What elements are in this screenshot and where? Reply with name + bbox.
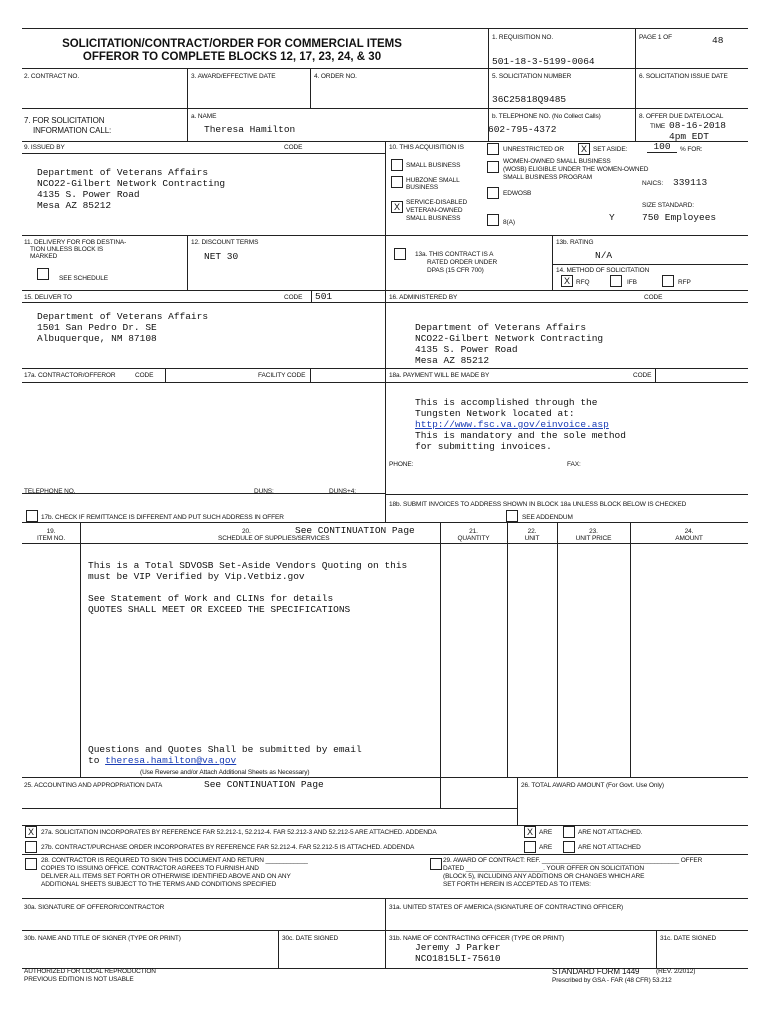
rule xyxy=(552,264,748,265)
27a-are-label: ARE xyxy=(539,829,553,836)
divider xyxy=(385,141,386,235)
contracting-officer-label: 31b. NAME OF CONTRACTING OFFICER (TYPE OR PRINT) xyxy=(389,935,565,942)
requisition-label: 1. REQUISITION NO. xyxy=(492,34,554,41)
duns4-label: DUNS+4: xyxy=(329,488,356,495)
27b-are-checkbox[interactable] xyxy=(524,841,536,853)
divider xyxy=(385,235,386,290)
einvoice-link-text[interactable]: http://www.fsc.va.gov/einvoice.asp xyxy=(415,419,609,430)
rfp-label: RFP xyxy=(678,279,691,286)
see-addendum-label: SEE ADDENDUM xyxy=(522,514,573,521)
sdvosb-label1: SERVICE-DISABLED xyxy=(406,199,468,206)
phone-label: PHONE: xyxy=(389,461,414,468)
27b-are-label: ARE xyxy=(539,844,553,851)
administered-code-label: CODE xyxy=(644,294,663,301)
unrestricted-label: UNRESTRICTED OR xyxy=(503,146,564,153)
rated-order-label2: RATED ORDER UNDER xyxy=(427,259,498,266)
rated-order-label1: 13a. THIS CONTRACT IS A xyxy=(415,251,494,258)
info-call-label2: INFORMATION CALL: xyxy=(33,126,112,135)
deliver-to-code[interactable]: 501 xyxy=(311,291,332,302)
col-amount-label: AMOUNT xyxy=(675,535,703,542)
rule xyxy=(22,382,385,383)
hubzone-label: HUBZONE SMALL xyxy=(406,177,460,184)
ifb-checkbox[interactable] xyxy=(610,275,622,287)
submit-invoices-label: 18b. SUBMIT INVOICES TO ADDRESS SHOWN IN BLOCK 18a UNLESS BLOCK BELOW IS CHECKED xyxy=(389,501,687,508)
form-title-line1: SOLICITATION/CONTRACT/ORDER FOR COMMERCIAL ITEMS xyxy=(62,38,402,50)
divider xyxy=(488,28,489,68)
issued-by-line4: Mesa AZ 85212 xyxy=(37,200,112,211)
payment-code-field[interactable] xyxy=(655,368,656,382)
duns-label: DUNS: xyxy=(254,488,274,495)
total-award-label: 26. TOTAL AWARD AMOUNT (For Govt. Use Only) xyxy=(521,782,664,789)
28-line3: DELIVER ALL ITEMS SET FORTH OR OTHERWISE IDENTIFIED ABOVE AND ON ANY xyxy=(41,873,291,880)
form-page xyxy=(22,28,748,984)
top-rule xyxy=(22,28,748,29)
set-aside-checkbox[interactable]: X xyxy=(578,143,590,155)
wosb-label2: (WOSB) ELIGIBLE UNDER THE WOMEN-OWNED xyxy=(503,166,649,173)
col-amount-num: 24. xyxy=(684,528,694,535)
contact-name[interactable]: Theresa Hamilton xyxy=(204,124,296,135)
schedule-text3: See Statement of Work and CLINs for details xyxy=(88,593,334,604)
rule xyxy=(22,153,385,154)
schedule-text1: This is a Total SDVOSB Set-Aside Vendors Quoting on this xyxy=(88,560,408,571)
edwosb-label: EDWOSB xyxy=(503,190,532,197)
discount-terms-label: 12. DISCOUNT TERMS xyxy=(191,239,259,246)
28-line2: COPIES TO ISSUING OFFICE. CONTRACTOR AGREES TO FURNISH AND xyxy=(41,865,259,872)
award-date-label: 3. AWARD/EFFECTIVE DATE xyxy=(191,73,276,80)
8a-mark: Y xyxy=(609,212,615,223)
divider xyxy=(278,930,279,968)
offer-due-time[interactable]: 4pm EDT xyxy=(669,131,709,142)
27a-are-not-checkbox[interactable] xyxy=(563,826,575,838)
offer-due-time-label: TIME xyxy=(650,123,666,130)
col-unit-num: 22. xyxy=(527,528,537,535)
27b-are-not-checkbox[interactable] xyxy=(563,841,575,853)
col-schedule-num: 20. xyxy=(242,528,251,535)
percent-for-label: % FOR: xyxy=(680,146,703,153)
acquisition-label: 10. THIS ACQUISITION IS xyxy=(389,144,464,151)
28-line4: ADDITIONAL SHEETS SUBJECT TO THE TERMS AND CONDITIONS SPECIFIED xyxy=(41,881,277,888)
set-aside-label: SET ASIDE: xyxy=(593,146,628,153)
divider xyxy=(635,108,636,141)
rule xyxy=(22,68,748,69)
deliver-to-line1: Department of Veterans Affairs xyxy=(37,311,209,322)
prescribed-by: Prescribed by GSA - FAR (48 CFR) 53.212 xyxy=(552,977,672,984)
rating-label: 13b. RATING xyxy=(556,239,594,246)
see-schedule-label: SEE SCHEDULE xyxy=(59,275,109,282)
divider xyxy=(656,930,657,968)
requisition-number[interactable]: 501-18-3-5199-0064 xyxy=(492,56,595,67)
administered-by-label: 16. ADMINISTERED BY xyxy=(389,294,458,301)
reverse-note: (Use Reverse and/or Attach Additional Sheets as Necessary) xyxy=(140,769,310,776)
issue-date-label: 6. SOLICITATION ISSUE DATE xyxy=(639,73,728,80)
divider xyxy=(310,68,311,108)
col-unit-price-label: UNIT PRICE xyxy=(575,535,612,542)
issued-by-line3: 4135 S. Power Road xyxy=(37,189,140,200)
deliver-to-code-label: CODE xyxy=(284,294,303,301)
27a-checkbox[interactable]: X xyxy=(25,826,37,838)
28-checkbox[interactable] xyxy=(25,858,37,870)
divider xyxy=(80,522,81,777)
sdvosb-label3: SMALL BUSINESS xyxy=(406,215,461,222)
divider xyxy=(385,898,386,968)
payment-line2: Tungsten Network located at: xyxy=(415,408,575,419)
sdvosb-checkbox[interactable]: X xyxy=(391,201,403,213)
offer-due-date[interactable]: 08-16-2018 xyxy=(669,120,727,131)
administered-line1: Department of Veterans Affairs xyxy=(415,322,587,333)
deliver-to-line3: Albuquerque, NM 87108 xyxy=(37,333,157,344)
divider xyxy=(488,68,489,108)
discount-terms-value[interactable]: NET 30 xyxy=(204,251,239,262)
facility-code-label: FACILITY CODE xyxy=(258,372,306,379)
deliver-to-label: 15. DELIVER TO xyxy=(24,294,72,301)
set-aside-percent[interactable]: 100 xyxy=(647,141,677,153)
issued-by-label: 9. ISSUED BY xyxy=(24,144,65,151)
wosb-label3: SMALL BUSINESS PROGRAM xyxy=(503,174,592,181)
schedule-email-prefix: to xyxy=(88,755,106,766)
divider xyxy=(507,522,508,777)
deliver-to-line2: 1501 San Pedro Dr. SE xyxy=(37,322,157,333)
remittance-checkbox[interactable] xyxy=(26,510,38,522)
contractor-telephone-label: TELEPHONE NO. xyxy=(24,488,76,495)
small-business-checkbox[interactable] xyxy=(391,159,403,171)
8a-checkbox[interactable] xyxy=(487,214,499,226)
size-standard-value[interactable]: 750 Employees xyxy=(642,212,717,223)
issued-by-code-label: CODE xyxy=(284,144,303,151)
telephone-value[interactable]: 602-795-4372 xyxy=(488,124,557,135)
col-schedule-label: SCHEDULE OF SUPPLIES/SERVICES xyxy=(218,535,330,542)
wosb-label1: WOMEN-OWNED SMALL BUSINESS xyxy=(503,158,611,165)
27a-are-not-label: ARE NOT ATTACHED. xyxy=(578,829,643,836)
contracting-officer-name: Jeremy J Parker xyxy=(415,942,501,953)
8a-label: 8(A) xyxy=(503,219,515,226)
wosb-checkbox[interactable] xyxy=(487,161,499,173)
29-line4: SET FORTH HEREIN IS ACCEPTED AS TO ITEMS: xyxy=(443,881,591,888)
payment-label: 18a. PAYMENT WILL BE MADE BY xyxy=(389,372,490,379)
rule xyxy=(22,825,748,826)
rule xyxy=(22,108,748,109)
issued-by-line1: Department of Veterans Affairs xyxy=(37,167,209,178)
col-unit-label: UNIT xyxy=(524,535,540,542)
divider xyxy=(187,68,188,108)
29-checkbox[interactable] xyxy=(430,858,442,870)
solicitation-number-label: 5. SOLICITATION NUMBER xyxy=(492,73,572,80)
date-signed-label: 30c. DATE SIGNED xyxy=(282,935,339,942)
rated-order-label3: DPAS (15 CFR 700) xyxy=(427,267,484,274)
name-label: a. NAME xyxy=(191,113,217,120)
rfq-checkbox[interactable]: X xyxy=(561,275,573,287)
footer-line1: AUTHORIZED FOR LOCAL REPRODUCTION xyxy=(24,968,156,975)
rule xyxy=(22,522,748,523)
col-item-num: 19. xyxy=(46,528,56,535)
28-line1: 28. CONTRACTOR IS REQUIRED TO SIGN THIS DOCUMENT AND RETURN ____________ xyxy=(41,857,308,864)
hubzone-checkbox[interactable] xyxy=(391,176,403,188)
divider xyxy=(552,235,553,290)
contractor-code-field[interactable] xyxy=(165,368,251,382)
divider xyxy=(385,368,386,522)
see-schedule-checkbox[interactable] xyxy=(37,268,49,280)
rule xyxy=(22,302,748,303)
schedule-text5: Questions and Quotes Shall be submitted by email xyxy=(88,744,362,755)
27b-text: 27b. CONTRACT/PURCHASE ORDER INCORPORATES BY REFERENCE FAR 52.212-4. FAR 52.212-5 IS ATTACHED. ADDENDA xyxy=(41,844,415,851)
27a-are-checkbox[interactable]: X xyxy=(524,826,536,838)
rated-order-checkbox[interactable] xyxy=(394,248,406,260)
accounting-value: See CONTINUATION Page xyxy=(204,779,324,790)
divider xyxy=(630,522,631,777)
einvoice-link[interactable] xyxy=(415,419,609,430)
col-item-label: ITEM NO. xyxy=(36,535,66,542)
27a-text: 27a. SOLICITATION INCORPORATES BY REFERENCE FAR 52.212-1, 52.212-4. FAR 52.212-3 AND 52.212-5 ARE ATTACHED. ADDENDA xyxy=(41,829,437,836)
facility-code-field[interactable] xyxy=(310,368,311,382)
schedule-email-line xyxy=(88,755,236,766)
col-quantity-num: 21. xyxy=(469,528,478,535)
rule xyxy=(385,382,748,383)
telephone-label: b. TELEPHONE NO. (No Collect Calls) xyxy=(492,113,601,120)
divider xyxy=(557,522,558,777)
accounting-label: 25. ACCOUNTING AND APPROPRIATION DATA xyxy=(24,782,163,789)
rule xyxy=(385,494,748,495)
fax-label: FAX: xyxy=(567,461,581,468)
payment-line3: This is mandatory and the sole method xyxy=(415,430,626,441)
email-link[interactable]: theresa.hamilton@va.gov xyxy=(105,755,237,766)
naics-label: NAICS: xyxy=(642,180,664,187)
sdvosb-label2: VETERAN-OWNED xyxy=(406,207,463,214)
delivery-label3: MARKED xyxy=(30,253,58,260)
col-schedule-note: See CONTINUATION Page xyxy=(295,525,415,536)
hubzone-label2: BUSINESS xyxy=(406,184,439,191)
schedule-text2: must be VIP Verified by Vip.Vetbiz.gov xyxy=(88,571,305,582)
form-revision: (REV. 2/2012) xyxy=(656,968,696,975)
divider xyxy=(187,108,188,141)
contract-no-label: 2. CONTRACT NO. xyxy=(24,73,80,80)
schedule-text4: QUOTES SHALL MEET OR EXCEED THE SPECIFICATIONS xyxy=(88,604,351,615)
divider xyxy=(187,235,188,290)
administered-line2: NCO22-Gilbert Network Contracting xyxy=(415,333,604,344)
ifb-label: IFB xyxy=(627,279,637,286)
29-line3: (BLOCK 5), INCLUDING ANY ADDITIONS OR CHANGES WHICH ARE xyxy=(443,873,645,880)
divider xyxy=(517,777,518,825)
divider xyxy=(635,68,636,108)
administered-line3: 4135 S. Power Road xyxy=(415,344,518,355)
unrestricted-checkbox[interactable] xyxy=(487,143,499,155)
small-business-label: SMALL BUSINESS xyxy=(406,162,461,169)
29-line2: DATED ______________________. YOUR OFFER ON SOLICITATION xyxy=(443,865,644,872)
offeror-signature-label: 30a. SIGNATURE OF OFFEROR/CONTRACTOR xyxy=(24,904,165,911)
size-standard-label: SIZE STANDARD: xyxy=(642,202,694,209)
contracting-officer-id: NCO1815LI-75610 xyxy=(415,953,501,964)
rating-value[interactable]: N/A xyxy=(595,250,613,261)
administered-line4: Mesa AZ 85212 xyxy=(415,355,490,366)
see-addendum-checkbox[interactable] xyxy=(506,510,518,522)
rule xyxy=(22,543,748,544)
delivery-label2: TION UNLESS BLOCK IS xyxy=(30,246,104,253)
info-call-label: 7. FOR SOLICITATION xyxy=(24,116,105,125)
remittance-label: 17b. CHECK IF REMITTANCE IS DIFFERENT AND PUT SUCH ADDRESS IN OFFER xyxy=(41,514,284,521)
method-label: 14. METHOD OF SOLICITATION xyxy=(556,267,650,274)
naics-value[interactable]: 339113 xyxy=(673,177,708,188)
divider xyxy=(440,522,441,808)
form-number: STANDARD FORM 1449 xyxy=(552,967,640,976)
footer-line2: PREVIOUS EDITION IS NOT USABLE xyxy=(24,976,134,983)
payment-code-label: CODE xyxy=(633,372,652,379)
edwosb-checkbox[interactable] xyxy=(487,187,499,199)
rule xyxy=(22,854,748,855)
co-date-signed-label: 31c. DATE SIGNED xyxy=(660,935,717,942)
rfq-label: RFQ xyxy=(576,279,590,286)
divider xyxy=(635,28,636,68)
col-quantity-label: QUANTITY xyxy=(457,535,490,542)
page-label: PAGE 1 OF xyxy=(639,34,672,41)
rule xyxy=(22,930,748,931)
29-line1: 29. AWARD OF CONTRACT: REF. _______________________________________ OFFER xyxy=(443,857,703,864)
contractor-code-label: CODE xyxy=(135,372,154,379)
27b-checkbox[interactable] xyxy=(25,841,37,853)
page-total: 48 xyxy=(712,35,724,46)
signer-name-label: 30b. NAME AND TITLE OF SIGNER (TYPE OR PRINT) xyxy=(24,935,181,942)
issued-by-line2: NCO22-Gilbert Network Contracting xyxy=(37,178,226,189)
rule xyxy=(22,808,517,809)
payment-line1: This is accomplished through the xyxy=(415,397,598,408)
usa-signature-label: 31a. UNITED STATES OF AMERICA (SIGNATURE OF CONTRACTING OFFICER) xyxy=(389,904,624,911)
payment-line4: for submitting invoices. xyxy=(415,441,552,452)
order-no-label: 4. ORDER NO. xyxy=(314,73,357,80)
delivery-label1: 11. DELIVERY FOR FOB DESTINA- xyxy=(24,239,127,246)
27b-are-not-label: ARE NOT ATTACHED xyxy=(578,844,641,851)
col-unit-price-num: 23. xyxy=(589,528,598,535)
form-title-line2: OFFEROR TO COMPLETE BLOCKS 12, 17, 23, 24, & 30 xyxy=(82,51,382,63)
rfp-checkbox[interactable] xyxy=(662,275,674,287)
solicitation-number[interactable]: 36C25818Q9485 xyxy=(492,94,567,105)
offer-due-label: 8. OFFER DUE DATE/LOCAL xyxy=(639,113,724,120)
rule xyxy=(22,777,748,778)
contractor-label: 17a. CONTRACTOR/OFFEROR xyxy=(24,372,116,379)
